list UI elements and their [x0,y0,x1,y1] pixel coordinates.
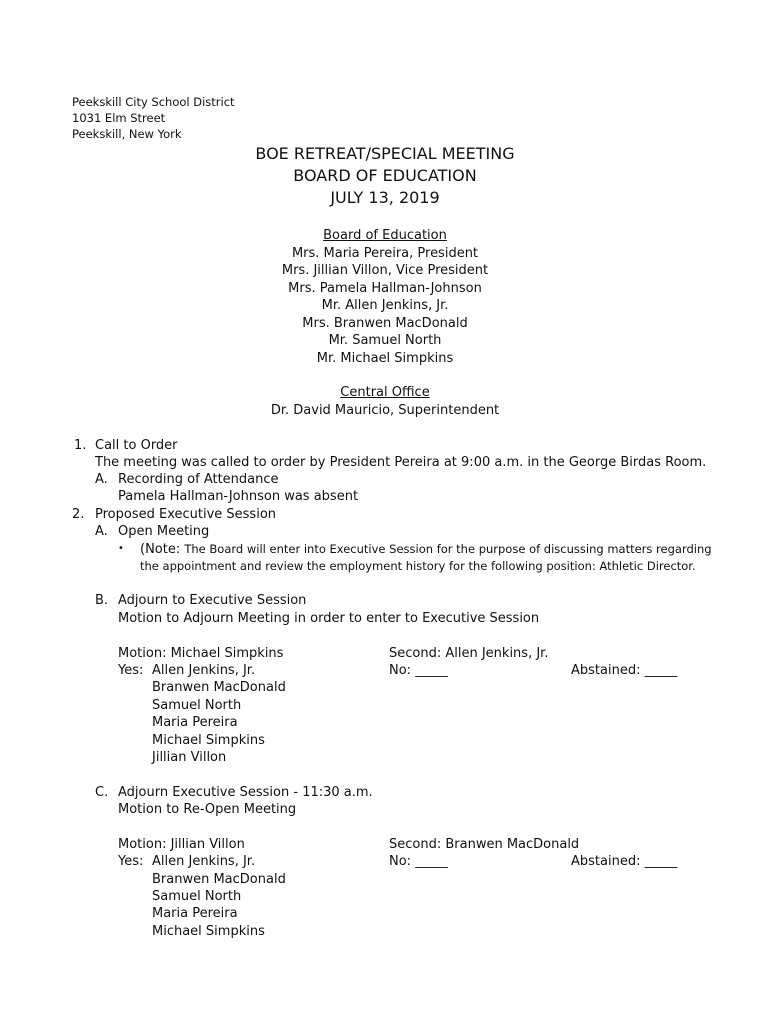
district-street: 1031 Elm Street [72,111,166,125]
yes-voter: Samuel North [152,698,242,713]
motion-by: Motion: Michael Simpkins [118,646,284,661]
yes-voter: Allen Jenkins, Jr. [152,663,256,678]
note-line [140,541,712,559]
yes-voter: Maria Pereira [152,906,238,921]
meeting-title: BOE RETREAT/SPECIAL MEETING [255,144,515,163]
yes-voter: Michael Simpkins [152,924,265,939]
central-office-heading: Central Office [340,385,430,400]
board-member: Mrs. Pamela Hallman-Johnson [288,281,482,296]
item-number: 2. [72,507,85,522]
subitem-title: Recording of Attendance [118,472,279,487]
no-votes: No: _____ [389,663,448,678]
subitem-letter: A. [95,472,108,487]
district-city: Peekskill, New York [72,127,182,141]
yes-voter: Michael Simpkins [152,733,265,748]
yes-voter: Maria Pereira [152,715,238,730]
yes-label: Yes: [118,663,144,678]
yes-label: Yes: [118,854,144,869]
board-title: BOARD OF EDUCATION [293,166,477,185]
district-name: Peekskill City School District [72,95,235,109]
item-number: 1. [74,438,87,453]
abstained-votes: Abstained: _____ [571,854,678,869]
yes-voter: Branwen MacDonald [152,872,286,887]
board-member: Mr. Samuel North [328,333,442,348]
subitem-title: Adjourn Executive Session - 11:30 a.m. [118,785,373,800]
subitem-text: Motion to Re-Open Meeting [118,802,297,817]
bullet-icon: • [118,543,124,554]
board-member: Mrs. Jillian Villon, Vice President [281,263,489,278]
yes-voter: Samuel North [152,889,242,904]
item-text: The meeting was called to order by President Pereira at 9:00 a.m. in the George Birdas Room. [95,455,707,470]
subitem-title: Adjourn to Executive Session [118,593,307,608]
meeting-date: JULY 13, 2019 [330,188,440,207]
subitem-title: Open Meeting [118,524,210,539]
subitem-text: Motion to Adjourn Meeting in order to enter to Executive Session [118,611,540,626]
board-member: Mr. Allen Jenkins, Jr. [321,298,449,313]
abstained-votes: Abstained: _____ [571,663,678,678]
yes-voter: Jillian Villon [152,750,227,765]
second-by: Second: Allen Jenkins, Jr. [389,646,549,661]
subitem-letter: B. [95,593,109,608]
board-member: Mr. Michael Simpkins [316,351,454,366]
board-member: Mrs. Maria Pereira, President [291,246,479,261]
yes-voter: Allen Jenkins, Jr. [152,854,256,869]
no-votes: No: _____ [389,854,448,869]
subitem-letter: A. [95,524,108,539]
item-title: Call to Order [95,438,178,453]
motion-by: Motion: Jillian Villon [118,837,245,852]
note-prefix: (Note: [140,542,185,557]
subitem-letter: C. [95,785,109,800]
yes-voter: Branwen MacDonald [152,680,286,695]
subitem-text: Pamela Hallman-Johnson was absent [118,489,359,504]
superintendent: Dr. David Mauricio, Superintendent [270,403,500,418]
item-title: Proposed Executive Session [95,507,277,522]
board-member: Mrs. Branwen MacDonald [302,316,468,331]
note-text: The Board will enter into Executive Session for the purpose of discussing matters regarding [184,542,712,556]
note-text: the appointment and review the employment history for the following position: Athletic Director. [140,559,696,573]
board-heading: Board of Education [323,228,447,243]
second-by: Second: Branwen MacDonald [389,837,580,852]
